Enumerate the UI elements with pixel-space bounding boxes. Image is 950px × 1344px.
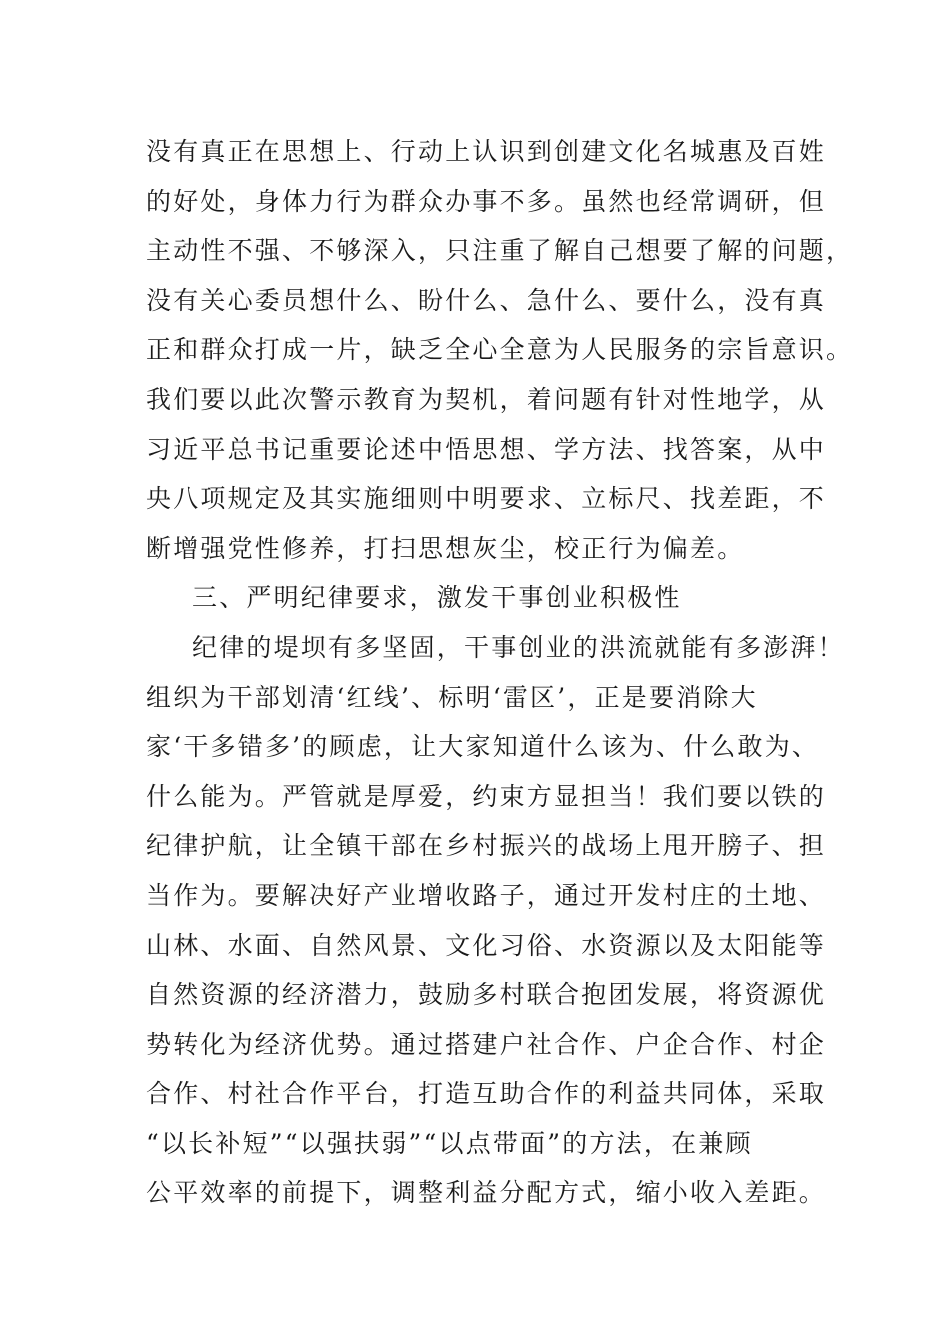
text-line: 合作、村社合作平台，打造互助合作的利益共同体，采取	[146, 1079, 827, 1109]
text-line: 山林、水面、自然风景、文化习俗、水资源以及太阳能等	[146, 930, 827, 960]
text-line: 没有关心委员想什么、盼什么、急什么、要什么，没有真	[146, 285, 827, 315]
text-line: 自然资源的经济潜力，鼓励多村联合抱团发展，将资源优	[146, 980, 827, 1010]
section-heading: 三、严明纪律要求，激发干事创业积极性	[192, 583, 682, 613]
text-line: 断增强党性修养，打扫思想灰尘，校正行为偏差。	[146, 533, 745, 563]
text-line: 纪律护航，让全镇干部在乡村振兴的战场上甩开膀子、担	[146, 831, 827, 861]
text-line: 的好处，身体力行为群众办事不多。虽然也经常调研，但	[146, 186, 827, 216]
text-line: 没有真正在思想上、行动上认识到创建文化名城惠及百姓	[146, 137, 827, 166]
text-line: 习近平总书记重要论述中悟思想、学方法、找答案，从中	[146, 434, 827, 464]
text-line: 组织为干部划清‘红线’、标明‘雷区’，正是要消除大	[146, 682, 758, 712]
text-line: 公平效率的前提下，调整利益分配方式，缩小收入差距。	[146, 1178, 827, 1208]
text-line: 当作为。要解决好产业增收路子，通过开发村庄的土地、	[146, 880, 827, 910]
text-line: 央八项规定及其实施细则中明要求、立标尺、找差距，不	[146, 484, 827, 514]
text-line: 家‘干多错多’的顾虑，让大家知道什么该为、什么敢为、	[146, 732, 820, 762]
text-line: 我们要以此次警示教育为契机，着问题有针对性地学，从	[146, 384, 827, 414]
text-line: 正和群众打成一片，缺乏全心全意为人民服务的宗旨意识。	[146, 335, 854, 365]
text-line: 主动性不强、不够深入，只注重了解自己想要了解的问题，	[146, 236, 854, 266]
text-line: 什么能为。严管就是厚爱，约束方显担当！我们要以铁的	[146, 781, 827, 811]
text-line: “以长补短”“以强扶弱”“以点带面”的方法，在兼顾	[146, 1128, 753, 1158]
text-line: 势转化为经济优势。通过搭建户社合作、户企合作、村企	[146, 1029, 827, 1059]
paragraph-first-line: 纪律的堤坝有多坚固，干事创业的洪流就能有多澎湃！	[192, 632, 845, 662]
body-text	[146, 127, 854, 1218]
